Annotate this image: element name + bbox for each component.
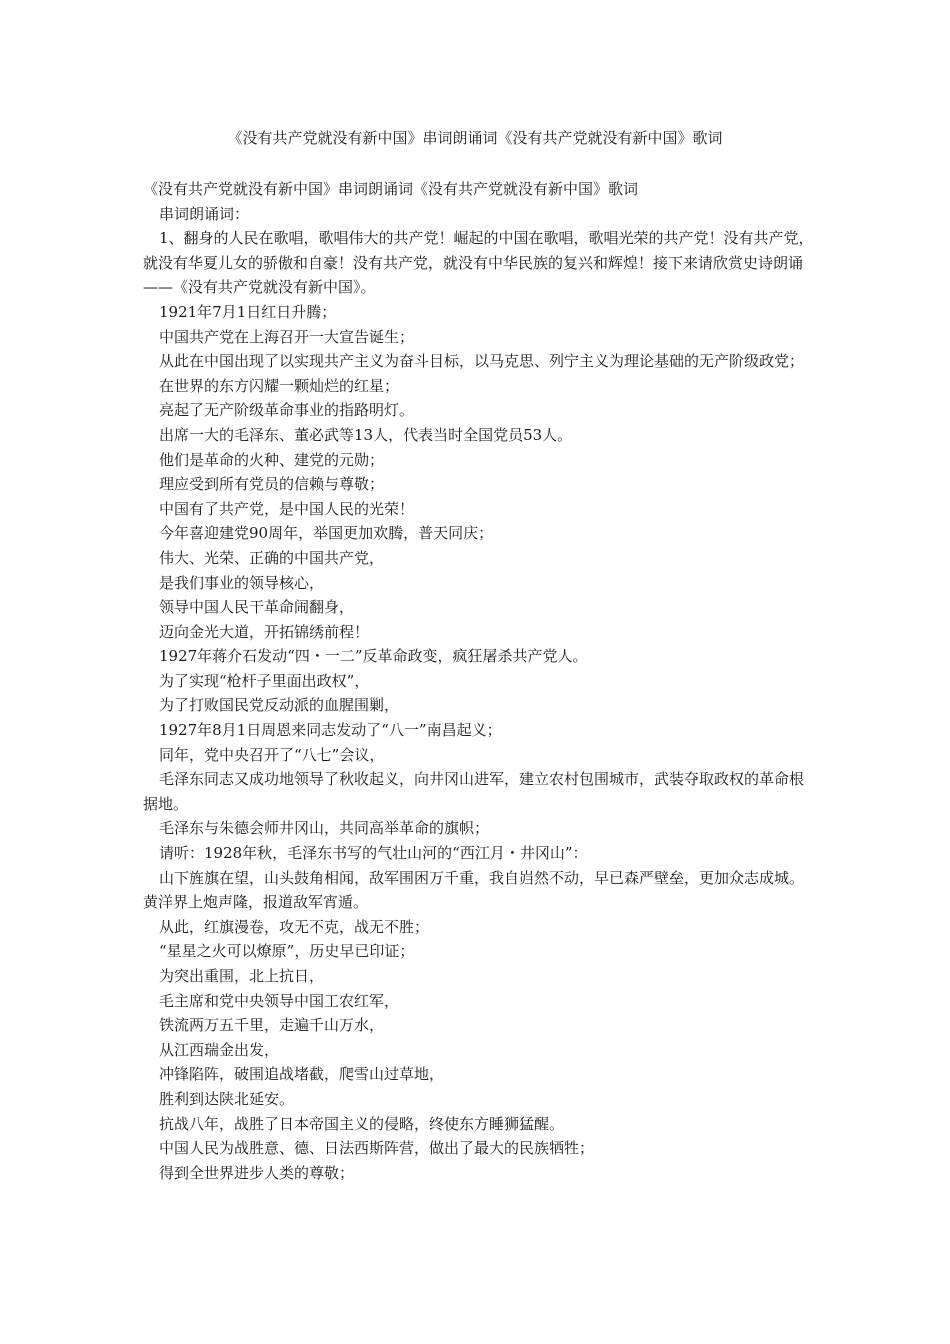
paragraph: 抗战八年，战胜了日本帝国主义的侵略，终使东方睡狮猛醒。: [159, 1114, 565, 1133]
paragraph: 从此在中国出现了以实现共产主义为奋斗目标，以马克思、列宁主义为理论基础的无产阶级政党；: [159, 352, 805, 371]
paragraph: 为突出重围，北上抗日，: [159, 967, 325, 985]
paragraph: 铁流两万五千里，走遍千山万水，: [159, 1016, 385, 1035]
paragraph: 中国共产党在上海召开一大宣告诞生；: [159, 327, 415, 346]
paragraph: 毛泽东与朱德会师井冈山，共同高举革命的旗帜；: [159, 819, 490, 838]
paragraph: 1、翻身的人民在歌唱，歌唱伟大的共产党！崛起的中国在歌唱，歌唱光荣的共产党！没有共产党，就没有华夏儿女的骄傲和自豪！没有共产党，就没有中华民族的复兴和辉煌！接下来请欣赏史诗朗诵——《没有共产党就没有新中国》。: [143, 229, 814, 297]
paragraph: 胜利到达陕北延安。: [159, 1089, 295, 1108]
paragraph: 1927年蒋介石发动“四・一二”反革命政变，疯狂屠杀共产党人。: [159, 647, 588, 666]
paragraph: 在世界的东方闪耀一颗灿烂的红星；: [159, 376, 400, 395]
paragraph: 串词朗诵词：: [159, 204, 250, 223]
paragraph: 领导中国人民干革命闹翻身，: [159, 598, 355, 617]
paragraph: “星星之火可以燎原”，历史早已印证；: [159, 942, 415, 961]
paragraph: 中国人民为战胜意、德、日法西斯阵营，做出了最大的民族牺牲；: [159, 1139, 595, 1158]
paragraph: 亮起了无产阶级革命事业的指路明灯。: [159, 401, 415, 420]
paragraph: 中国有了共产党，是中国人民的光荣！: [159, 499, 415, 518]
paragraph: 今年喜迎建党90周年，举国更加欢腾，普天同庆；: [159, 524, 494, 543]
paragraph: 山下旌旗在望，山头鼓角相闻，敌军围困万千重，我自岿然不动，早已森严壁垒，更加众志成城。黄洋界上炮声隆，报道敌军宵遁。: [143, 868, 805, 912]
paragraph: 冲锋陷阵，破围追战堵截，爬雪山过草地，: [159, 1065, 445, 1084]
paragraph: 从江西瑞金出发，: [159, 1040, 280, 1059]
paragraph: 伟大、光荣、正确的中国共产党，: [159, 548, 385, 567]
paragraph: 同年，党中央召开了“八七”会议，: [159, 745, 385, 764]
paragraph: 理应受到所有党员的信赖与尊敬；: [159, 475, 385, 494]
paragraph: 出席一大的毛泽东、董必武等13人，代表当时全国党员53人。: [159, 425, 573, 444]
paragraph: 从此，红旗漫卷，攻无不克，战无不胜；: [159, 917, 430, 936]
paragraph: 是我们事业的领导核心，: [159, 573, 325, 592]
paragraph: 他们是革命的火种、建党的元勋；: [159, 450, 385, 469]
paragraph: 1927年8月1日周恩来同志发动了“八一”南昌起义；: [159, 721, 502, 740]
document-title: 《没有共产党就没有新中国》串词朗诵词《没有共产党就没有新中国》歌词: [227, 129, 723, 147]
paragraph: 为了打败国民党反动派的血腥围剿，: [159, 696, 400, 715]
paragraph: 1921年7月1日红日升腾；: [159, 302, 337, 321]
paragraph: 毛主席和党中央领导中国工农红军，: [159, 991, 400, 1010]
paragraph: 为了实现“枪杆子里面出政权”，: [159, 671, 370, 690]
paragraph: 得到全世界进步人类的尊敬；: [159, 1163, 355, 1182]
paragraph: 毛泽东同志又成功地领导了秋收起义，向井冈山进军，建立农村包围城市，武装夺取政权的革命根据地。: [143, 770, 805, 813]
paragraph: 迈向金光大道，开拓锦绣前程！: [159, 622, 370, 641]
document-body: [143, 177, 815, 1185]
paragraph: 请听：1928年秋，毛泽东书写的气壮山河的“西江月・井冈山”：: [159, 844, 588, 863]
document-subtitle: 《没有共产党就没有新中国》串词朗诵词《没有共产党就没有新中国》歌词: [143, 180, 639, 198]
